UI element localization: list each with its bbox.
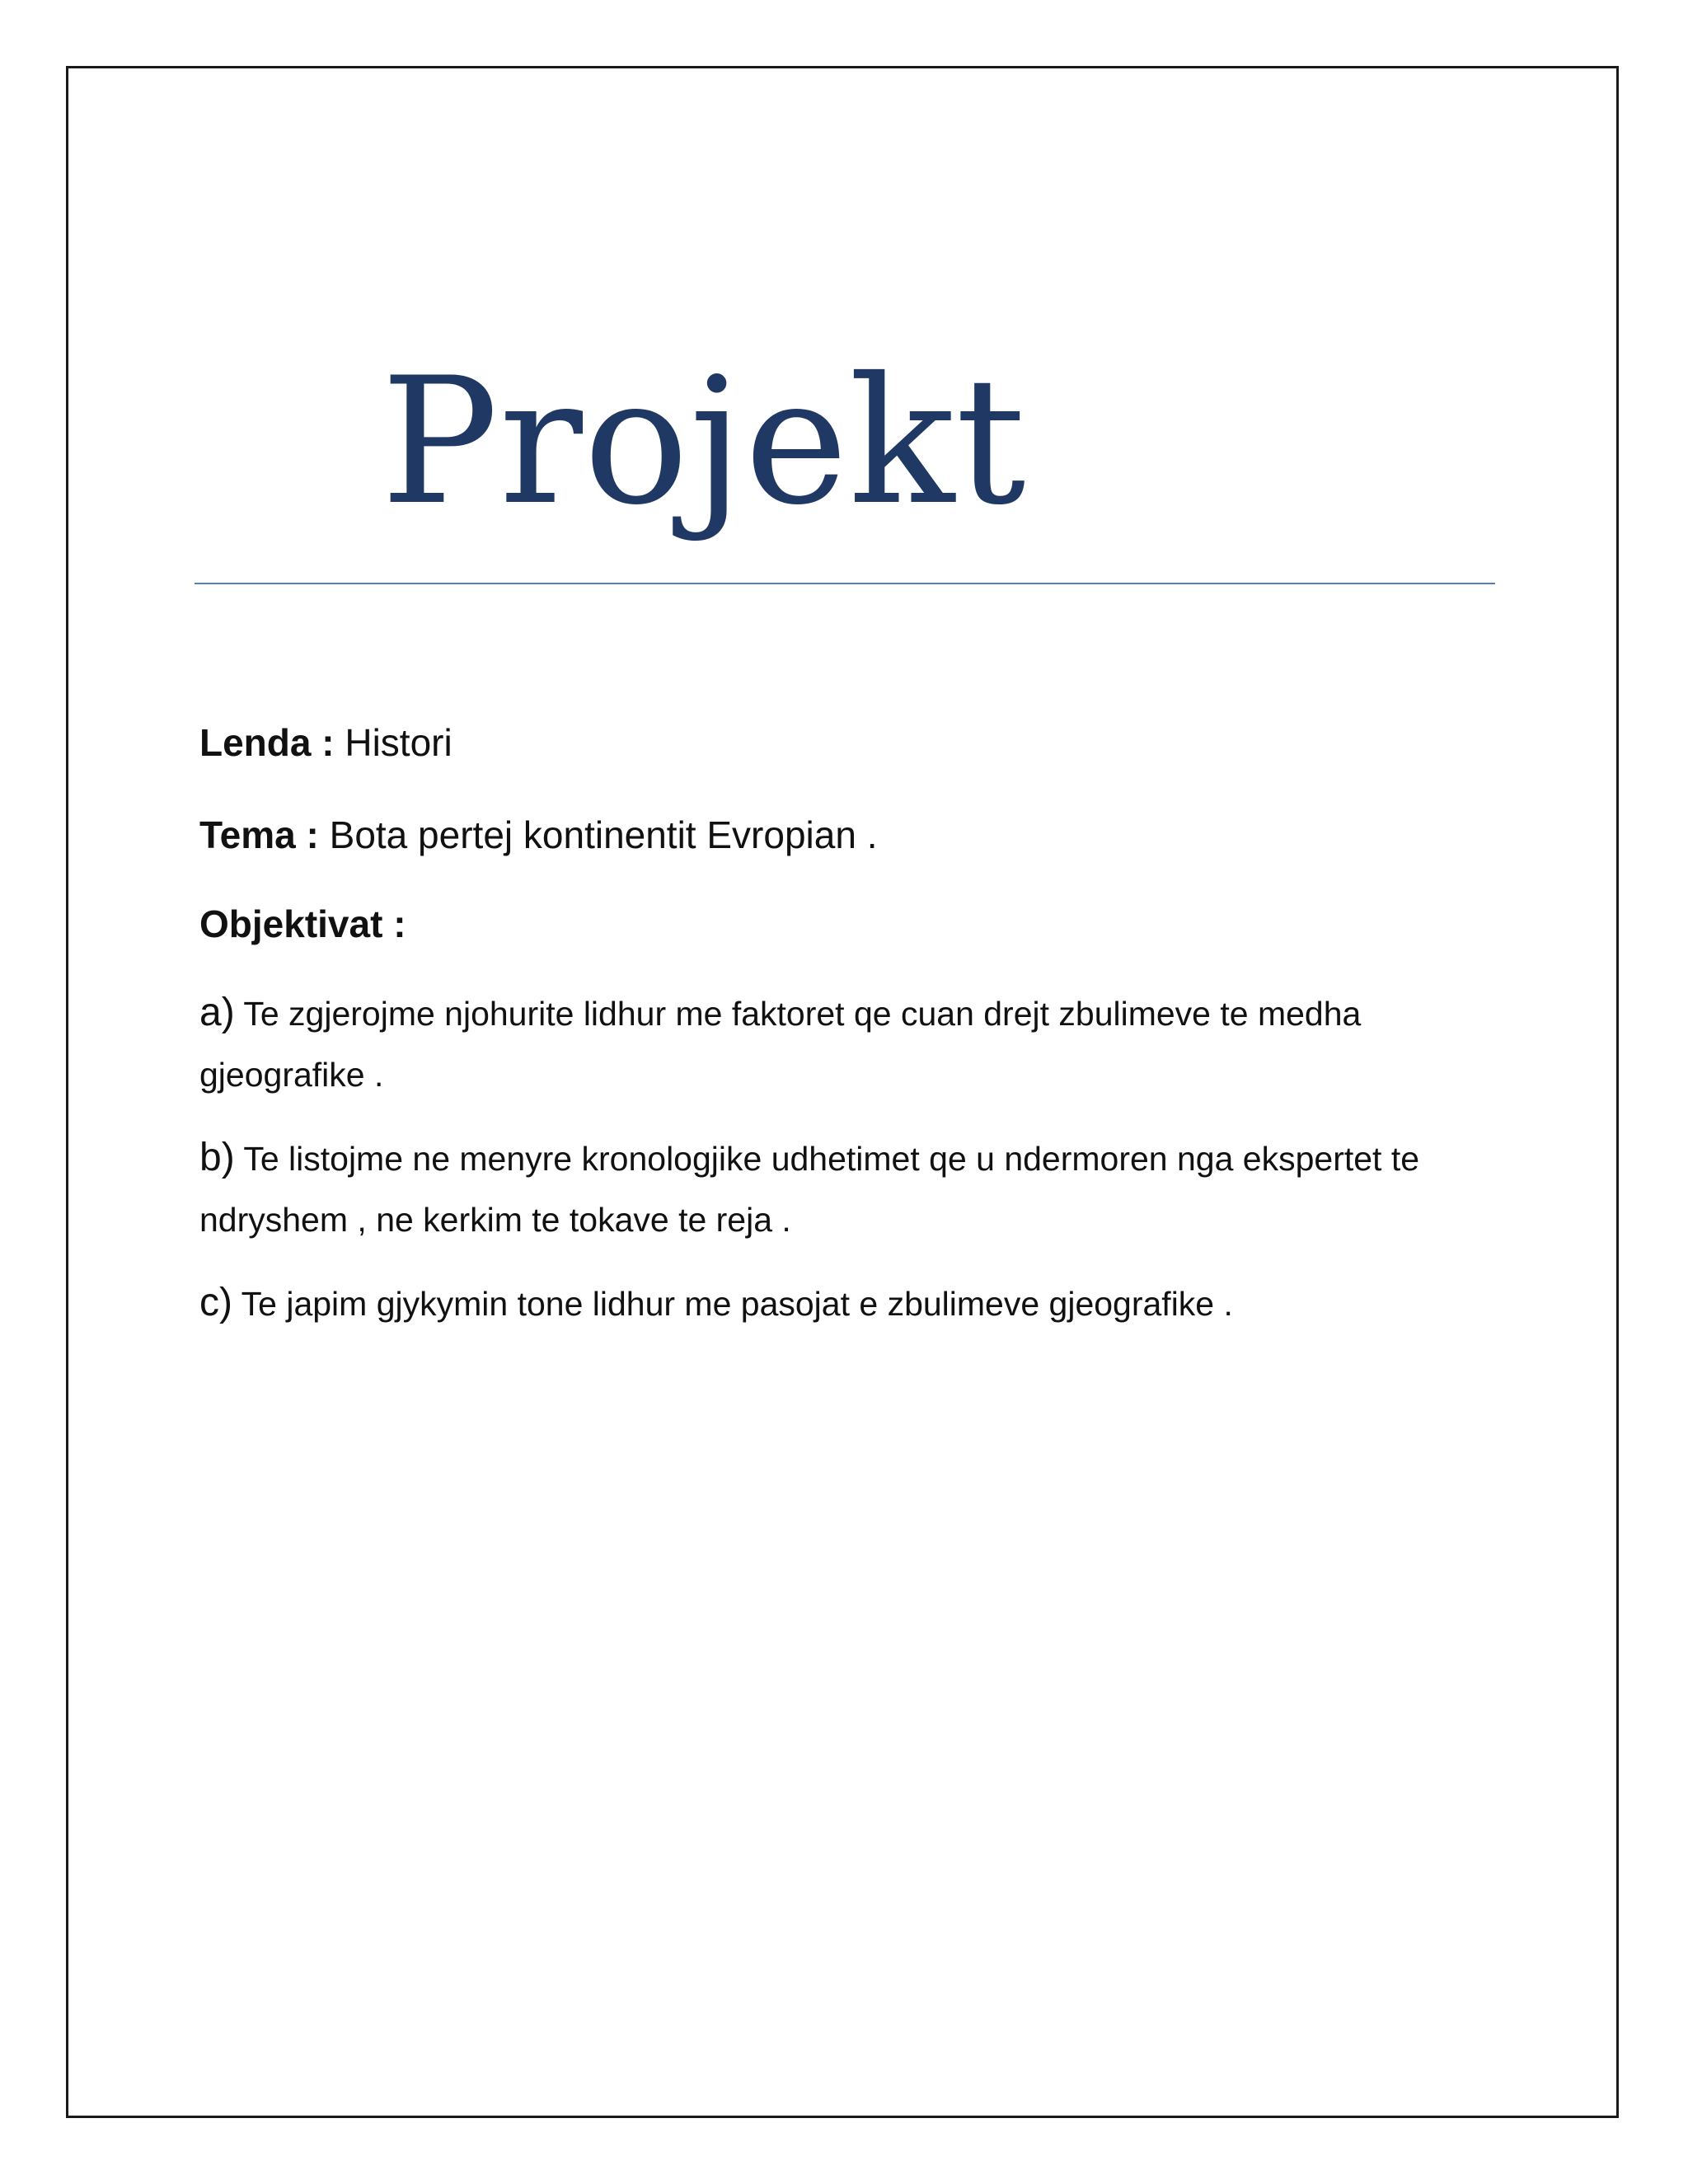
subject-label: Lenda : [199, 721, 335, 764]
objective-text: Te listojme ne menyre kronologjike udhetimet qe u ndermoren nga ekspertet te ndryshem , ne kerkim te tokave te reja . [199, 1140, 1420, 1239]
objective-marker: c) [199, 1281, 232, 1324]
objective-item-a [199, 982, 1502, 1105]
objective-item-c [199, 1272, 1502, 1334]
theme-label: Tema : [199, 813, 319, 856]
subject-value: Histori [345, 721, 452, 764]
theme-value: Bota pertej kontinentit Evropian . [329, 813, 878, 856]
objectives-heading [199, 902, 406, 945]
document-title: Projekt [381, 340, 1027, 543]
objectives-label: Objektivat : [199, 902, 406, 945]
objective-text: Te zgjerojme njohurite lidhur me faktoret qe cuan drejt zbulimeve te medha gjeografike . [199, 995, 1362, 1094]
theme-line [199, 813, 878, 856]
objective-item-b [199, 1127, 1502, 1250]
title-underline [195, 583, 1495, 584]
objective-marker: b) [199, 1136, 235, 1179]
subject-line [199, 721, 452, 764]
objective-text: Te japim gjykymin tone lidhur me pasojat e zbulimeve gjeografike . [241, 1285, 1233, 1323]
objective-marker: a) [199, 991, 235, 1034]
